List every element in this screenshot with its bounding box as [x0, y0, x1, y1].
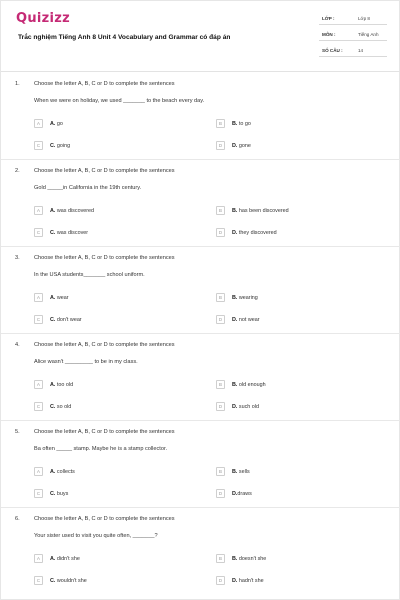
- option-letter: C.: [50, 577, 56, 584]
- option-box: D: [216, 228, 225, 237]
- option-text: was discover: [55, 229, 89, 236]
- option-box: B: [216, 206, 225, 215]
- option-box: C: [34, 576, 43, 585]
- option-letter: D.: [232, 316, 238, 323]
- option-box: B: [216, 293, 225, 302]
- option-letter: B.: [232, 468, 238, 475]
- option-letter: D.: [232, 490, 238, 497]
- option-box: D: [216, 141, 225, 150]
- option-text: draws: [237, 490, 252, 497]
- question-instruction: Choose the letter A, B, C or D to complete the sentences: [34, 516, 175, 522]
- option-letter: B.: [232, 207, 238, 214]
- option-letter: D.: [232, 142, 238, 149]
- option-letter: D.: [232, 403, 238, 410]
- option-text: doesn't she: [237, 555, 267, 562]
- option-text: didn't she: [55, 555, 80, 562]
- option-text: going: [55, 142, 71, 149]
- option-text: gone: [237, 142, 251, 149]
- header-divider: [1, 71, 400, 72]
- option-text: hadn't she: [237, 577, 264, 584]
- meta-subject: [319, 27, 387, 41]
- meta-grade: [319, 11, 387, 25]
- option-text: so old: [55, 403, 72, 410]
- question-number: 1.: [15, 81, 20, 87]
- meta-label: SỐ CÂU :: [322, 48, 343, 53]
- option-text: they discovered: [237, 229, 277, 236]
- meta-label: LỚP :: [322, 16, 335, 21]
- question-divider: [1, 246, 400, 247]
- option-letter: C.: [50, 403, 56, 410]
- option-box: C: [34, 315, 43, 324]
- question-number: 6.: [15, 516, 20, 522]
- option-box: A: [34, 293, 43, 302]
- quizizz-logo: Quizizz: [16, 11, 71, 26]
- option-box: C: [34, 489, 43, 498]
- option-letter: A.: [50, 468, 56, 475]
- question-divider: [1, 507, 400, 508]
- meta-value: Tiếng Anh: [358, 32, 379, 37]
- option-letter: C.: [50, 490, 56, 497]
- question-divider: [1, 159, 400, 160]
- option-box: D: [216, 576, 225, 585]
- option-box: B: [216, 467, 225, 476]
- option-box: C: [34, 402, 43, 411]
- question-text: In the USA students_______ school uniform.: [34, 272, 145, 278]
- option-text: wearing: [237, 294, 258, 301]
- option-box: C: [34, 141, 43, 150]
- worksheet-header: [1, 1, 400, 71]
- question-text: Gold _____in California in the 19th century.: [34, 185, 142, 191]
- option-box: A: [34, 554, 43, 563]
- option-text: don't wear: [55, 316, 82, 323]
- option-letter: B.: [232, 555, 238, 562]
- option-letter: A.: [50, 381, 56, 388]
- question-instruction: Choose the letter A, B, C or D to complete the sentences: [34, 342, 175, 348]
- option-box: B: [216, 380, 225, 389]
- option-text: collects: [55, 468, 75, 475]
- option-box: B: [216, 554, 225, 563]
- question-instruction: Choose the letter A, B, C or D to complete the sentences: [34, 81, 175, 87]
- question-text: Alice wasn't _________ to be in my class.: [34, 359, 138, 365]
- question-instruction: Choose the letter A, B, C or D to complete the sentences: [34, 168, 175, 174]
- option-text: wouldn't she: [55, 577, 87, 584]
- option-letter: C.: [50, 316, 56, 323]
- option-text: too old: [55, 381, 74, 388]
- option-text: to go: [237, 120, 251, 127]
- option-box: C: [34, 228, 43, 237]
- option-letter: B.: [232, 381, 238, 388]
- question-number: 5.: [15, 429, 20, 435]
- option-letter: C.: [50, 142, 56, 149]
- option-text: go: [55, 120, 63, 127]
- option-letter: D.: [232, 577, 238, 584]
- question-text: Your sister used to visit you quite often, _______?: [34, 533, 158, 539]
- option-text: has been discovered: [237, 207, 289, 214]
- option-box: A: [34, 380, 43, 389]
- option-text: not wear: [237, 316, 260, 323]
- meta-value: 14: [358, 48, 364, 53]
- option-box: D: [216, 315, 225, 324]
- option-text: such old: [237, 403, 259, 410]
- option-letter: A.: [50, 120, 56, 127]
- page-title: Trắc nghiệm Tiếng Anh 8 Unit 4 Vocabulary and Grammar có đáp án: [18, 34, 231, 41]
- option-letter: A.: [50, 207, 56, 214]
- option-box: D: [216, 489, 225, 498]
- option-text: wear: [55, 294, 69, 301]
- option-box: D: [216, 402, 225, 411]
- option-letter: B.: [232, 120, 238, 127]
- option-text: buys: [55, 490, 69, 497]
- option-box: A: [34, 206, 43, 215]
- option-box: A: [34, 119, 43, 128]
- question-text: Ba often _____ stamp. Maybe he is a stamp collector.: [34, 446, 168, 452]
- option-letter: B.: [232, 294, 238, 301]
- option-box: B: [216, 119, 225, 128]
- question-number: 4.: [15, 342, 20, 348]
- meta-question-count: [319, 43, 387, 57]
- option-letter: A.: [50, 555, 56, 562]
- meta-label: MÔN :: [322, 32, 336, 37]
- option-letter: A.: [50, 294, 56, 301]
- question-instruction: Choose the letter A, B, C or D to complete the sentences: [34, 255, 175, 261]
- option-letter: C.: [50, 229, 56, 236]
- option-text: old enough: [237, 381, 266, 388]
- option-box: A: [34, 467, 43, 476]
- question-number: 3.: [15, 255, 20, 261]
- question-divider: [1, 333, 400, 334]
- question-divider: [1, 420, 400, 421]
- question-instruction: Choose the letter A, B, C or D to complete the sentences: [34, 429, 175, 435]
- option-text: was discovered: [55, 207, 95, 214]
- question-text: When we were on holiday, we used _______ to the beach every day.: [34, 98, 205, 104]
- option-text: sells: [237, 468, 250, 475]
- question-number: 2.: [15, 168, 20, 174]
- option-letter: D.: [232, 229, 238, 236]
- meta-value: Lớp 8: [358, 16, 370, 21]
